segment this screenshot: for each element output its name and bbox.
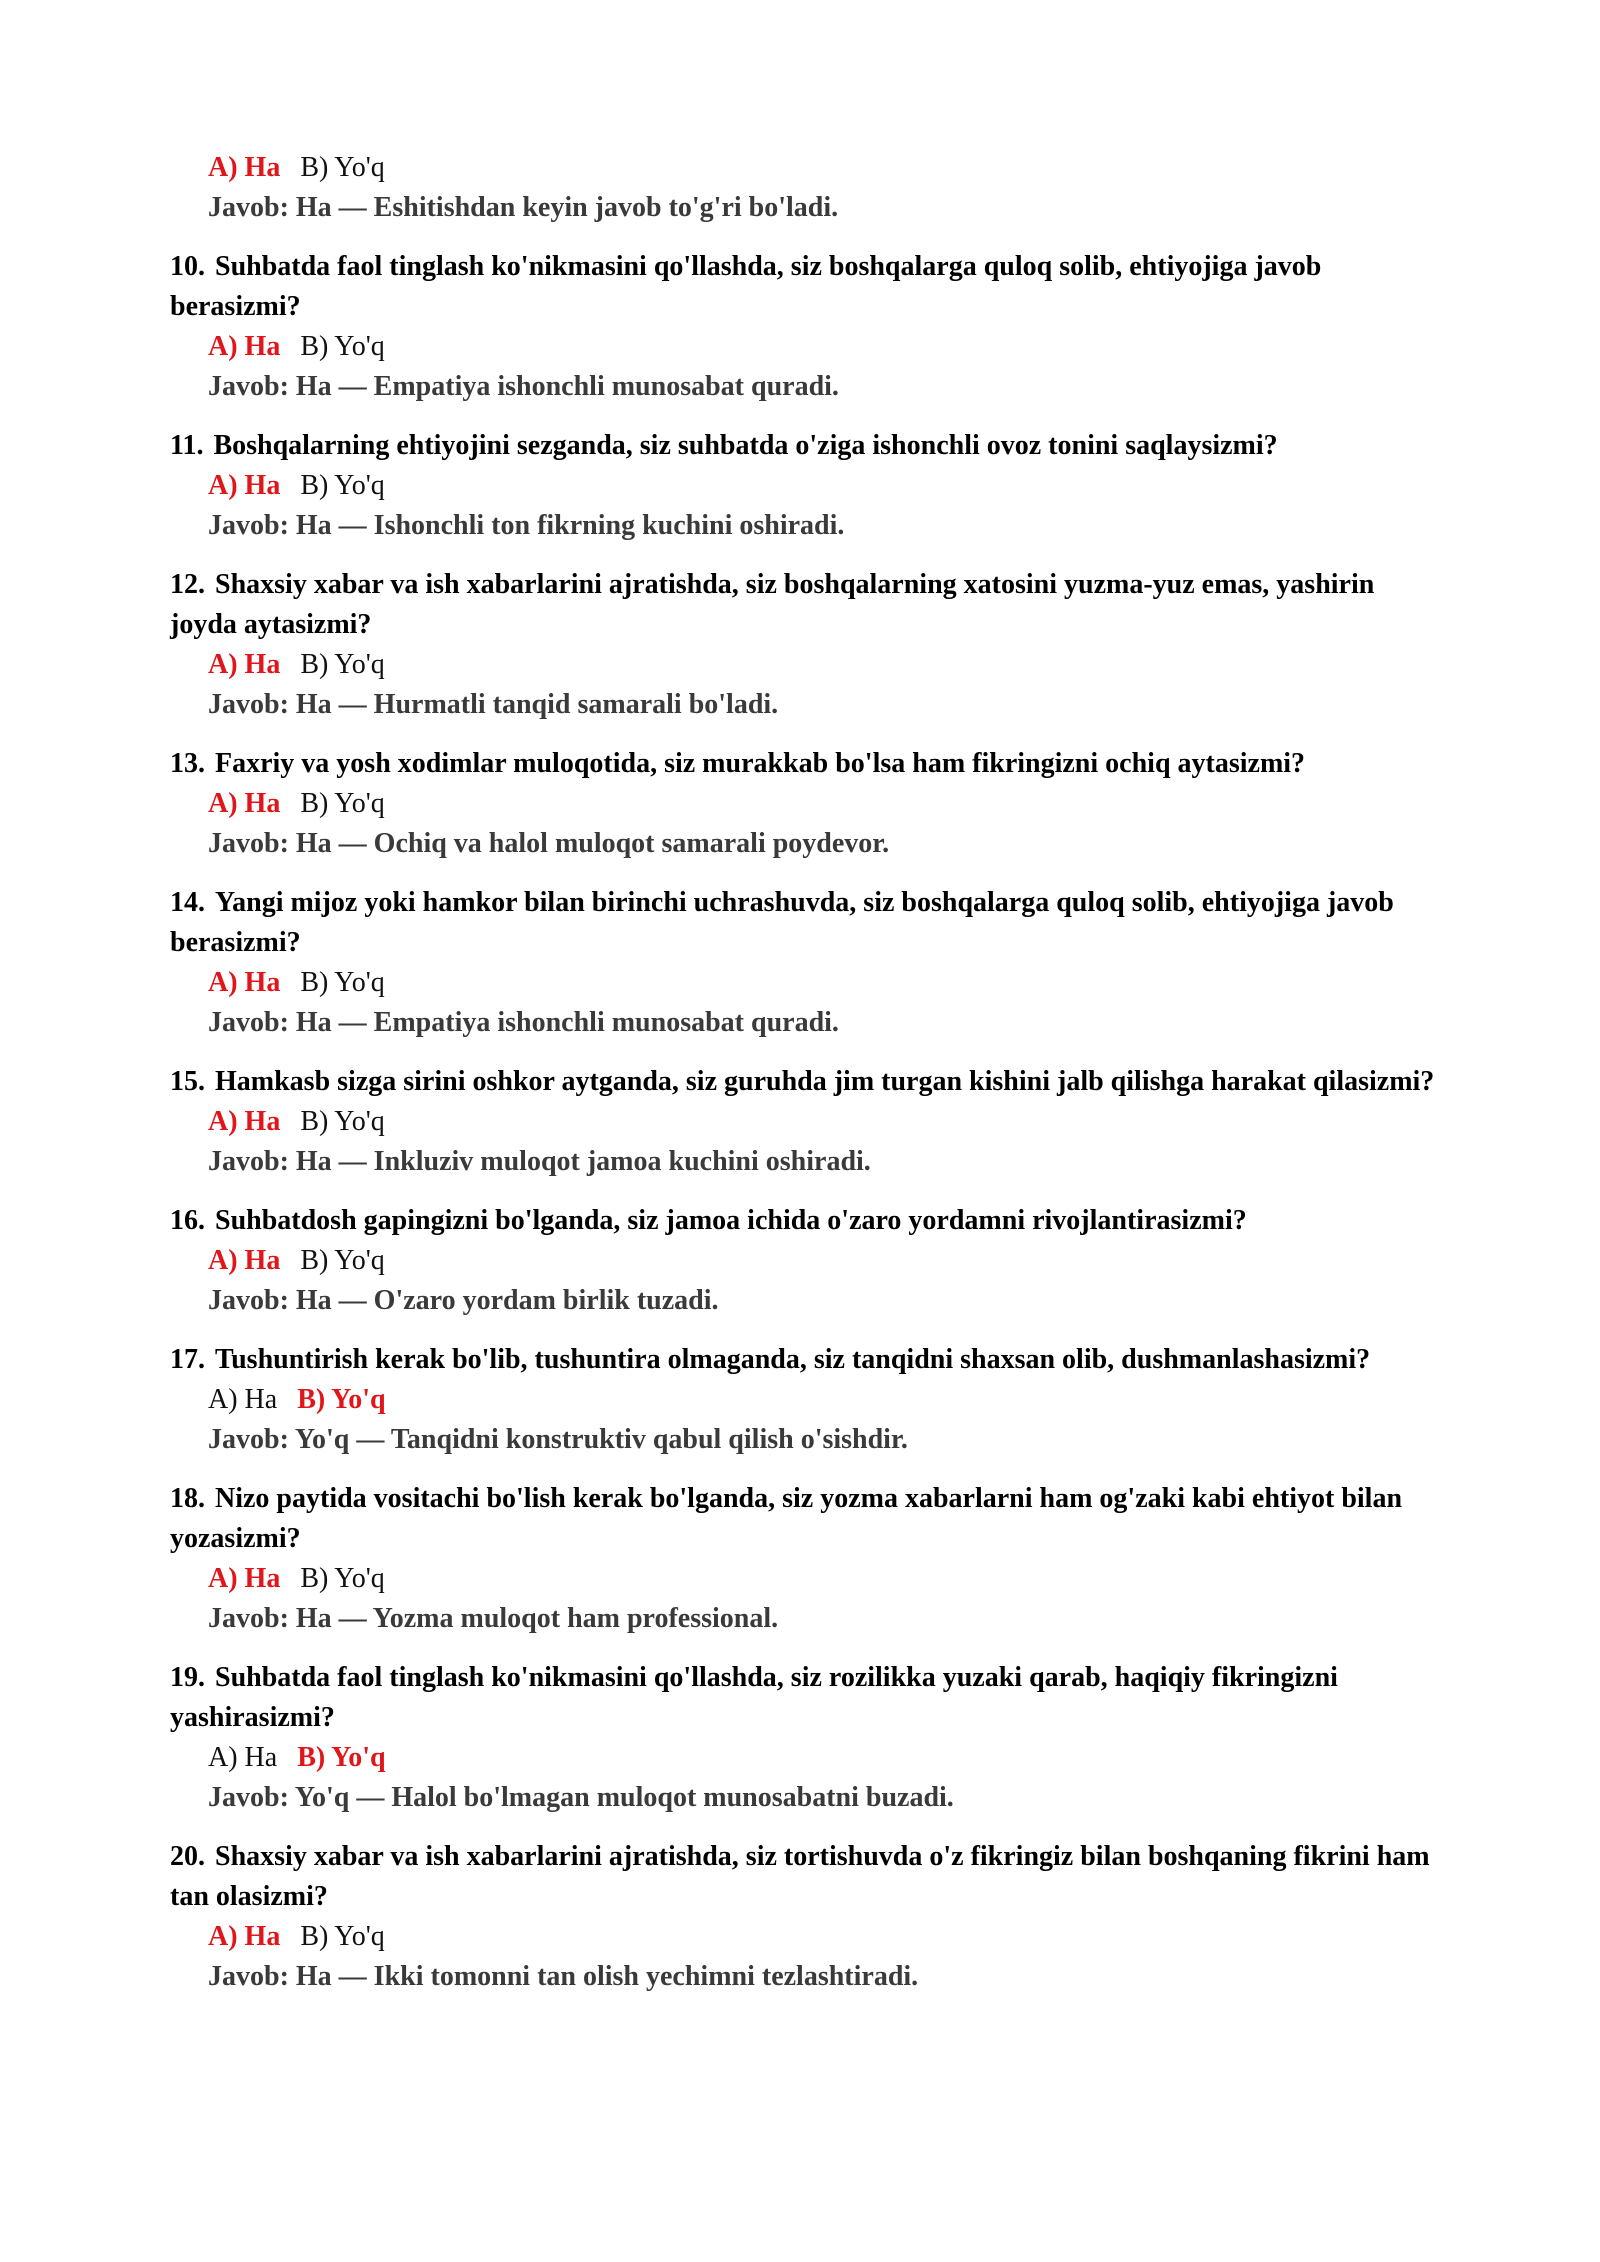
options-row (170, 1380, 1435, 1420)
answer-text: Javob: Ha — Eshitishdan keyin javob to'g'ri bo'ladi. (208, 192, 839, 223)
question-text (170, 426, 1435, 466)
answer-text: Javob: Ha — Empatiya ishonchli munosabat quradi. (208, 371, 839, 402)
option-b: B) Yo'q (300, 649, 385, 680)
question-text (170, 247, 1435, 327)
answer-text: Javob: Ha — Ikki tomonni tan olish yechimni tezlashtiradi. (208, 1961, 919, 1992)
question-item (170, 426, 1435, 546)
question-number: 12. (170, 569, 205, 600)
options-row (170, 466, 1435, 506)
option-a: A) Ha (208, 1384, 278, 1415)
question-number: 10. (170, 251, 205, 282)
question-item (170, 1201, 1435, 1321)
option-b: B) Yo'q (300, 152, 385, 183)
question-body: Yangi mijoz yoki hamkor bilan birinchi uchrashuvda, siz boshqalarga quloq solib, ehtiyojiga javob berasizmi? (170, 887, 1394, 958)
options-row (170, 327, 1435, 367)
question-number: 17. (170, 1344, 205, 1375)
option-a-selected: A) Ha (208, 967, 281, 998)
question-text (170, 1340, 1435, 1380)
options-row (170, 148, 1435, 188)
question-item (170, 744, 1435, 864)
question-number: 15. (170, 1066, 205, 1097)
option-b: B) Yo'q (300, 331, 385, 362)
answer-text: Javob: Ha — Hurmatli tanqid samarali bo'ladi. (208, 689, 779, 720)
question-item (170, 1479, 1435, 1639)
answer-text: Javob: Ha — Ochiq va halol muloqot samarali poydevor. (208, 828, 890, 859)
question-text (170, 744, 1435, 784)
question-body: Boshqalarning ehtiyojini sezganda, siz suhbatda o'ziga ishonchli ovoz tonini saqlaysizmi? (213, 430, 1278, 461)
quiz-content (170, 148, 1435, 1997)
question-text (170, 1658, 1435, 1738)
option-a-selected: A) Ha (208, 152, 281, 183)
answer-text: Javob: Ha — Yozma muloqot ham professional. (208, 1603, 779, 1634)
options-row (170, 1241, 1435, 1281)
options-row (170, 1102, 1435, 1142)
question-item (170, 1340, 1435, 1460)
option-a-selected: A) Ha (208, 1245, 281, 1276)
option-b: B) Yo'q (300, 1921, 385, 1952)
option-a-selected: A) Ha (208, 1563, 281, 1594)
option-b: B) Yo'q (300, 1106, 385, 1137)
question-number: 14. (170, 887, 205, 918)
question-item (170, 1658, 1435, 1818)
option-b-selected: B) Yo'q (297, 1742, 386, 1773)
question-number: 18. (170, 1483, 205, 1514)
question-body: Shaxsiy xabar va ish xabarlarini ajratishda, siz tortishuvda o'z fikringiz bilan boshqaning fikrini ham tan olasizmi? (170, 1841, 1430, 1912)
option-a-selected: A) Ha (208, 331, 281, 362)
question-text (170, 883, 1435, 963)
question-number: 16. (170, 1205, 205, 1236)
options-row (170, 784, 1435, 824)
option-a-selected: A) Ha (208, 788, 281, 819)
option-b: B) Yo'q (300, 1563, 385, 1594)
answer-text: Javob: Ha — O'zaro yordam birlik tuzadi. (208, 1285, 719, 1316)
question-body: Shaxsiy xabar va ish xabarlarini ajratishda, siz boshqalarning xatosini yuzma-yuz emas, yashirin joyda aytasizmi? (170, 569, 1375, 640)
answer-text: Javob: Ha — Inkluziv muloqot jamoa kuchini oshiradi. (208, 1146, 871, 1177)
answer-text: Javob: Yo'q — Halol bo'lmagan muloqot munosabatni buzadi. (208, 1782, 954, 1813)
option-a-selected: A) Ha (208, 1921, 281, 1952)
option-b: B) Yo'q (300, 788, 385, 819)
question-item (170, 247, 1435, 407)
question-body: Tushuntirish kerak bo'lib, tushuntira olmaganda, siz tanqidni shaxsan olib, dushmanlashasizmi? (215, 1344, 1371, 1375)
question-body: Faxriy va yosh xodimlar muloqotida, siz murakkab bo'lsa ham fikringizni ochiq aytasizmi? (215, 748, 1306, 779)
question-number: 11. (170, 430, 204, 461)
options-row (170, 963, 1435, 1003)
question-text (170, 1479, 1435, 1559)
question-text (170, 1201, 1435, 1241)
question-text (170, 565, 1435, 645)
question-number: 19. (170, 1662, 205, 1693)
options-row (170, 1738, 1435, 1778)
option-a-selected: A) Ha (208, 470, 281, 501)
option-b: B) Yo'q (300, 470, 385, 501)
answer-text: Javob: Ha — Empatiya ishonchli munosabat quradi. (208, 1007, 839, 1038)
answer-text: Javob: Ha — Ishonchli ton fikrning kuchini oshiradi. (208, 510, 845, 541)
option-b: B) Yo'q (300, 967, 385, 998)
answer-text: Javob: Yo'q — Tanqidni konstruktiv qabul qilish o'sishdir. (208, 1424, 908, 1455)
question-body: Suhbatda faol tinglash ko'nikmasini qo'llashda, siz rozilikka yuzaki qarab, haqiqiy fikringizni yashirasizmi? (170, 1662, 1338, 1733)
question-item (170, 883, 1435, 1043)
options-row (170, 1917, 1435, 1957)
option-a-selected: A) Ha (208, 1106, 281, 1137)
question-body: Nizo paytida vositachi bo'lish kerak bo'lganda, siz yozma xabarlarni ham og'zaki kabi ehtiyot bilan yozasizmi? (170, 1483, 1403, 1554)
option-a: A) Ha (208, 1742, 278, 1773)
question-list (170, 247, 1435, 1997)
question-body: Hamkasb sizga sirini oshkor aytganda, siz guruhda jim turgan kishini jalb qilishga harakat qilasizmi? (215, 1066, 1435, 1097)
question-text (170, 1837, 1435, 1917)
question-body: Suhbatda faol tinglash ko'nikmasini qo'llashda, siz boshqalarga quloq solib, ehtiyojiga javob berasizmi? (170, 251, 1322, 322)
question-item (170, 565, 1435, 725)
option-b: B) Yo'q (300, 1245, 385, 1276)
question-item (170, 1837, 1435, 1997)
option-b-selected: B) Yo'q (297, 1384, 386, 1415)
question-body: Suhbatdosh gapingizni bo'lganda, siz jamoa ichida o'zaro yordamni rivojlantirasizmi? (215, 1205, 1247, 1236)
option-a-selected: A) Ha (208, 649, 281, 680)
question-text (170, 1062, 1435, 1102)
question-number: 20. (170, 1841, 205, 1872)
options-row (170, 645, 1435, 685)
question-number: 13. (170, 748, 205, 779)
lead-item (170, 148, 1435, 228)
options-row (170, 1559, 1435, 1599)
question-item (170, 1062, 1435, 1182)
